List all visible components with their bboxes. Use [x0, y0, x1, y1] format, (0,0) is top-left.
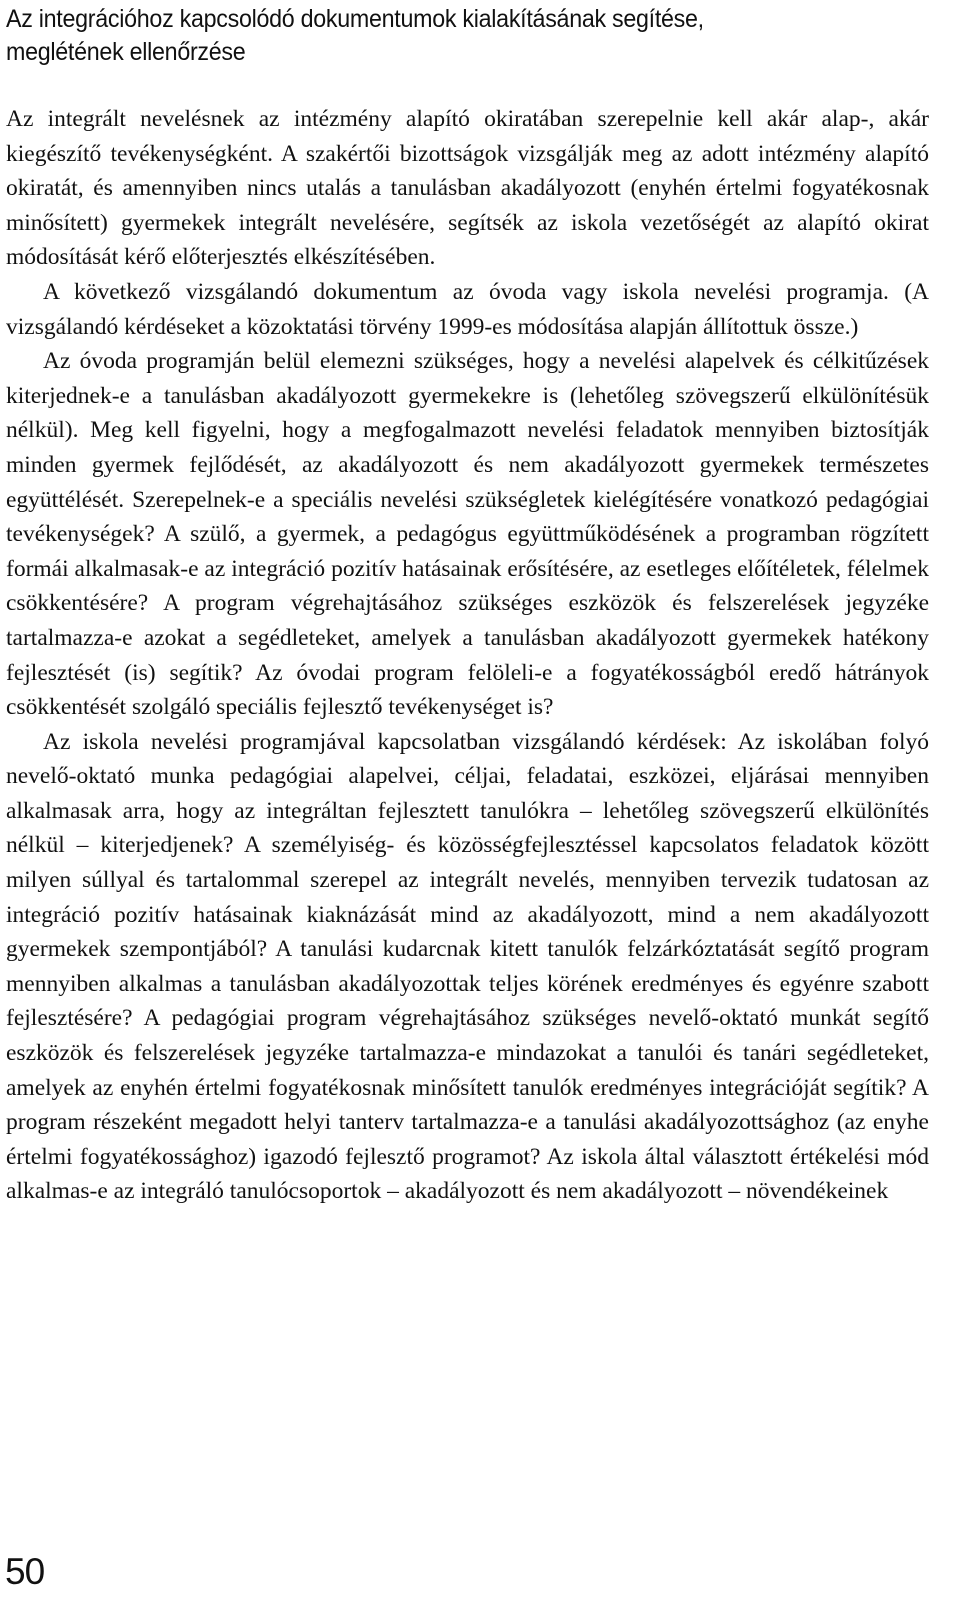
- document-page: [6, 0, 929, 1209]
- section-heading: [6, 3, 936, 69]
- paragraph-founding-charter: Az integrált nevelésnek az intézmény alapító okiratában szerepelnie kell akár alap-, akár kiegészítő tevékenységként. A szakértői bizottságok vizsgálják meg az adott intézmény alapító okiratát, és amennyiben nincs utalás a tanulásban akadályozott (enyhén értelmi fogyatékosnak minősített) gyermekek integrált nevelésére, segítsék az iskola vezetőségét az alapító okirat módosítását kérő előterjesztés elkészítésében.: [6, 106, 929, 271]
- page-number: 50: [5, 1551, 45, 1592]
- section-heading-line-2: meglétének ellenőrzése: [6, 38, 246, 66]
- paragraph-school-program: Az iskola nevelési programjával kapcsolatban vizsgálandó kérdések: Az iskolában folyó nevelő-oktató munka pedagógiai alapelvei, céljai, feladatai, eszközei, eljárásai mennyiben alkalmasak arra, hogy az integráltan fejlesztett tanulókra – lehetőleg szövegszerű elkülönítés nélkül – kiterjedjenek? A személyiség- és közösségfejlesztéssel kapcsolatos feladatok között milyen súllyal és tartalommal szerepel az integrált nevelés, mennyiben tervezik tudatosan az integráció pozitív hatásainak kiaknázását mind az akadályozott, mind a nem akadályozott gyermekek szempontjából? A tanulási kudarcnak kitett tanulók felzárkóztatását segítő program mennyiben alkalmas a tanulásban akadályozottak teljes körének eredményes és egyénre szabott fejlesztésére? A pedagógiai program végrehajtásához szükséges nevelő-oktató munkát segítő eszközök és felszerelések jegyzéke tartalmazza-e mindazokat a tanulói és tanári segédleteket, amelyek az enyhén értelmi fogyatékosnak minősített tanulók eredményes integrációját segítik? A program részeként megadott helyi tanterv tartalmazza-e a tanulási akadályozottsághoz (az enyhe értelmi fogyatékossághoz) igazodó fejlesztő programot? Az iskola által választott értékelési mód alkalmas-e az integráló tanulócsoportok – akadályozott és nem akadályozott – növendékeinek: [6, 728, 929, 1205]
- body-text: [6, 102, 929, 1209]
- paragraph-pedagogical-program: A következő vizsgálandó dokumentum az óvoda vagy iskola nevelési programja. (A vizsgálandó kérdéseket a közoktatási törvény 1999-es módosítása alapján állítottuk össze.): [6, 278, 929, 340]
- section-heading-line-1: Az integrációhoz kapcsolódó dokumentumok kialakításának segítése,: [6, 5, 704, 33]
- paragraph-kindergarten-program: Az óvoda programján belül elemezni szükséges, hogy a nevelési alapelvek és célkitűzések kiterjednek-e a tanulásban akadályozott gyermekekre is (lehetőleg szövegszerű elkülönítésük nélkül). Meg kell figyelni, hogy a megfogalmazott nevelési feladatok mennyiben biztosítják minden gyermek fejlődését, az akadályozott és nem akadályozott gyermekek természetes együttélését. Szerepelnek-e a speciális nevelési szükségletek kielégítésére vonatkozó pedagógiai tevékenységek? A szülő, a gyermek, a pedagógus együttműködésének a programban rögzített formái alkalmasak-e az integráció pozitív hatásainak erősítésére, az esetleges előítéletek, félelmek csökkentésére? A program végrehajtásához szükséges eszközök és felszerelések jegyzéke tartalmazza-e azokat a segédleteket, amelyek a tanulásban akadályozott gyermekek hatékony fejlesztését (is) segítik? Az óvodai program felöleli-e a fogyatékosságból eredő hátrányok csökkentését szolgáló speciális fejlesztő tevékenységet is?: [6, 348, 929, 721]
